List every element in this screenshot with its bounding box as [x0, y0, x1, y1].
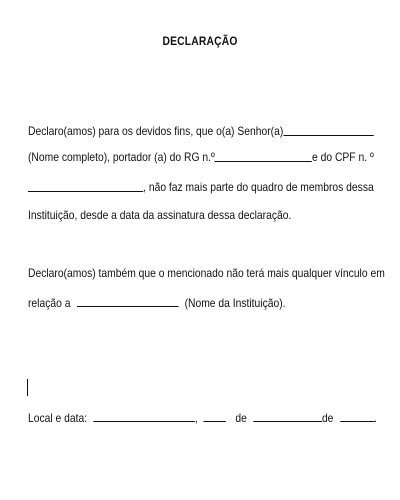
text-nome-instituicao: (Nome da Instituição). [184, 296, 286, 310]
paragraph-2-line-2 [28, 295, 326, 310]
paragraph-2-line-1 [28, 266, 385, 280]
rg-blank[interactable] [215, 150, 312, 162]
paragraph-1-line-2 [28, 150, 374, 164]
cpf-blank[interactable] [28, 180, 143, 192]
month-blank[interactable] [253, 410, 322, 422]
paragraph-1-line-3 [28, 180, 374, 194]
text-local-data-label: Local e data: [28, 411, 88, 425]
text-de-1: de [235, 411, 247, 425]
text-declaro-tambem: Declaro(amos) também que o mencionado não terá mais qualquer vínculo em [28, 266, 385, 280]
local-blank[interactable] [93, 410, 194, 422]
paragraph-1-line-4 [28, 208, 326, 222]
document-title: DECLARAÇÃO [162, 34, 238, 48]
text-instituicao-data: Instituição, desde a data da assinatura dessa declaração. [28, 208, 292, 222]
text-de-2: de [321, 411, 334, 425]
name-blank[interactable] [283, 124, 373, 136]
institution-blank[interactable] [77, 295, 178, 307]
text-nome-completo-rg: (Nome completo), portador (a) do RG n.º [28, 150, 215, 164]
text-comma: , [194, 411, 198, 425]
text-declaro-intro: Declaro(amos) para os devidos fins, que o(a) Senhor(a) [28, 124, 284, 138]
text-cursor [27, 379, 28, 396]
year-blank[interactable] [340, 410, 374, 422]
paragraph-1-line-1 [28, 124, 326, 138]
text-nao-faz-parte: , não faz mais parte do quadro de membros dessa [143, 180, 374, 194]
day-blank[interactable] [203, 410, 225, 422]
text-relacao-a: relação a [28, 296, 71, 310]
local-data-line [28, 410, 378, 425]
text-period: . [374, 411, 378, 425]
text-cpf-label: e do CPF n. º [312, 150, 374, 164]
